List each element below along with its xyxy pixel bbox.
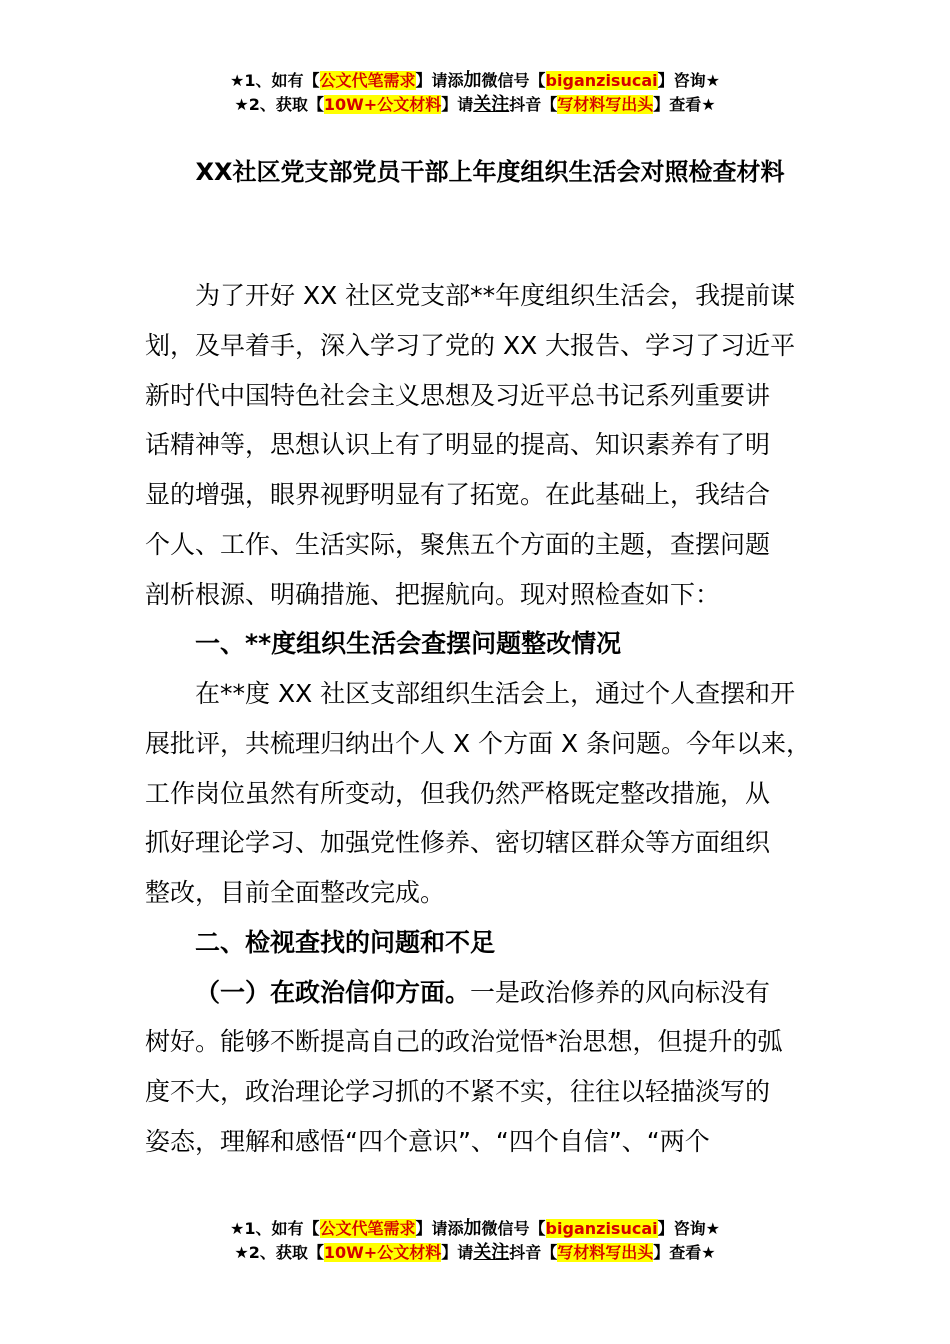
banner-line-1: [0, 1217, 950, 1241]
banner-text: 】查看★: [653, 1243, 716, 1262]
banner-highlight: 写材料写出头: [557, 95, 654, 114]
subsection-heading: （一）在政治信仰方面。: [195, 978, 471, 1007]
banner-text: 】咨询★: [657, 1219, 720, 1238]
banner-highlight: 公文代笔需求: [319, 1219, 416, 1238]
banner-highlight: 10W+公文材料: [323, 95, 442, 114]
top-banner: [0, 69, 950, 117]
paragraph-line: 整改，目前全面整改完成。: [145, 878, 446, 907]
banner-highlight: 写材料写出头: [557, 1243, 654, 1262]
section-heading: 一、**度组织生活会查摆问题整改情况: [195, 629, 622, 658]
banner-line-2: [0, 1241, 950, 1265]
banner-text: 】查看★: [653, 95, 716, 114]
bottom-banner: [0, 1217, 950, 1265]
banner-text: ★2、获取【: [234, 95, 324, 114]
banner-text: ★2、获取【: [234, 1243, 324, 1262]
paragraph-line: 姿态，理解和感悟“四个意识”、“四个自信”、“两个: [145, 1127, 710, 1156]
banner-text: 】请添: [415, 71, 464, 90]
paragraph-line: 剖析根源、明确措施、把握航向。现对照检查如下：: [145, 580, 721, 609]
paragraph-line: 新时代中国特色社会主义思想及习近平总书记系列重要讲: [145, 381, 771, 410]
banner-text: 加: [463, 1218, 482, 1239]
banner-text: ★1、如有【: [230, 71, 320, 90]
section-heading: 二、检视查找的问题和不足: [195, 928, 496, 957]
paragraph-line: 显的增强，眼界视野明显有了拓宽。在此基础上，我结合: [145, 480, 771, 509]
paragraph-line: [195, 976, 770, 1010]
banner-line-2: [0, 93, 950, 117]
paragraph-line: 话精神等，思想认识上有了明显的提高、知识素养有了明: [145, 430, 771, 459]
banner-text: 】请: [441, 1243, 474, 1262]
paragraph-line: 个人、工作、生活实际，聚焦五个方面的主题，查摆问题: [145, 530, 771, 559]
paragraph-line: 展批评，共梳理归纳出个人 X 个方面 X 条问题。今年以来，: [145, 729, 812, 758]
banner-highlight: 公文代笔需求: [319, 71, 416, 90]
banner-text: 】咨询★: [657, 71, 720, 90]
paragraph-text: 一是政治修养的风向标没有: [470, 978, 771, 1007]
banner-text: 微信号【: [481, 1219, 546, 1238]
banner-highlight: biganzisucai: [545, 71, 658, 90]
paragraph-line: 划，及早着手，深入学习了党的 XX 大报告、学习了习近平: [145, 331, 796, 360]
banner-highlight: biganzisucai: [545, 1219, 658, 1238]
paragraph-line: 树好。能够不断提高自己的政治觉悟*治思想，但提升的弧: [145, 1027, 783, 1056]
banner-text: 关注: [473, 94, 510, 115]
banner-highlight: 10W+公文材料: [323, 1243, 442, 1262]
banner-text: 抖音【: [509, 95, 558, 114]
paragraph-line: 抓好理论学习、加强党性修养、密切辖区群众等方面组织: [145, 828, 771, 857]
paragraph-line: 在**度 XX 社区支部组织生活会上，通过个人查摆和开: [195, 679, 796, 708]
document-title: XX社区党支部党员干部上年度组织生活会对照检查材料: [195, 158, 785, 186]
banner-text: 微信号【: [481, 71, 546, 90]
paragraph-line: 工作岗位虽然有所变动，但我仍然严格既定整改措施，从: [145, 779, 771, 808]
paragraph-line: 度不大，政治理论学习抓的不紧不实，往往以轻描淡写的: [145, 1077, 771, 1106]
banner-text: 加: [463, 70, 482, 91]
banner-text: 关注: [473, 1242, 510, 1263]
paragraph-line: 为了开好 XX 社区党支部**年度组织生活会，我提前谋: [195, 281, 796, 310]
banner-text: 抖音【: [509, 1243, 558, 1262]
banner-line-1: [0, 69, 950, 93]
banner-text: 】请添: [415, 1219, 464, 1238]
banner-text: 】请: [441, 95, 474, 114]
banner-text: ★1、如有【: [230, 1219, 320, 1238]
